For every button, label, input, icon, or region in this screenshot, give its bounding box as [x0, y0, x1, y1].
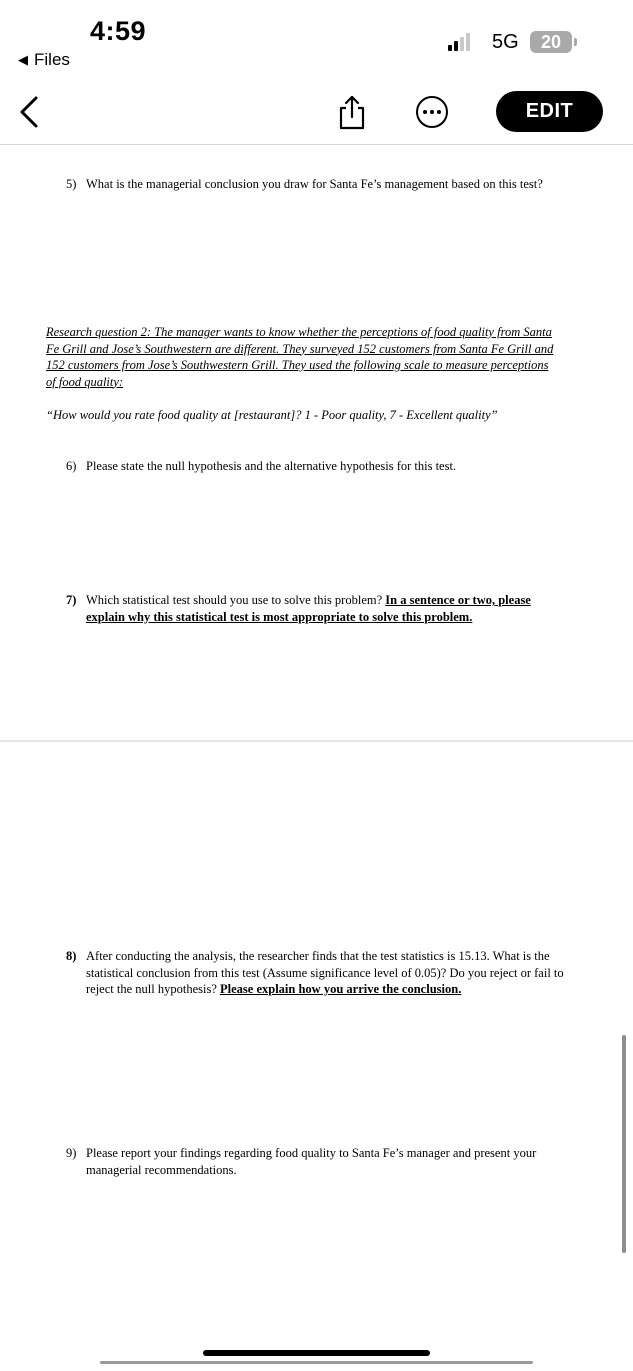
question-number: 8)	[66, 949, 77, 963]
question-5	[66, 176, 566, 193]
battery-icon: 20	[530, 31, 572, 53]
page-divider	[0, 740, 633, 742]
question-number: 5)	[66, 177, 77, 191]
share-icon[interactable]	[336, 94, 368, 130]
question-6	[66, 458, 566, 475]
question-number: 7)	[66, 593, 77, 607]
scrollbar[interactable]	[622, 1035, 626, 1253]
status-time: 4:59	[90, 16, 147, 46]
chevron-left-icon[interactable]	[16, 94, 46, 130]
back-triangle-icon: ◀	[18, 52, 28, 67]
question-number: 6)	[66, 459, 77, 473]
battery-tip	[574, 38, 577, 46]
home-indicator[interactable]	[203, 1350, 430, 1356]
status-bar	[0, 0, 633, 80]
edit-button[interactable]: EDIT	[496, 91, 603, 132]
question-9	[66, 1145, 566, 1178]
question-text: Please report your findings regarding food quality to Santa Fe’s manager and present your managerial recommendations.	[86, 1146, 537, 1177]
back-app-label: Files	[34, 50, 70, 69]
document-toolbar	[0, 84, 633, 145]
rating-scale-text: “How would you rate food quality at [restaurant]? 1 - Poor quality, 7 - Excellent quality”	[46, 408, 498, 422]
back-to-files-link[interactable]	[18, 50, 70, 70]
question-emphasis: Please explain how you arrive the conclusion.	[220, 982, 462, 996]
question-text: What is the managerial conclusion you draw for Santa Fe’s management based on this test?	[86, 177, 543, 191]
question-text: Which statistical test should you use to solve this problem?	[86, 593, 386, 607]
research-question-2: Research question 2: The manager wants to know whether the perceptions of food quality from Santa Fe Grill and Jose’s Southwestern are different. They surveyed 152 customers from Santa Fe Grill and 152 customers from Jose’s Southwestern Grill. They used the following scale to measure perceptions of food quality:	[46, 325, 554, 389]
signal-icon	[448, 33, 470, 51]
network-type: 5G	[492, 31, 519, 53]
question-emphasis: In a sentence or two, please explain why this statistical test is most appropriate to solve this problem.	[86, 593, 531, 624]
question-number: 9)	[66, 1146, 77, 1160]
question-8	[66, 948, 566, 998]
bottom-divider	[100, 1361, 533, 1364]
question-text: Please state the null hypothesis and the alternative hypothesis for this test.	[86, 459, 457, 473]
question-7	[66, 592, 566, 625]
more-options-icon[interactable]	[416, 96, 448, 128]
question-text: After conducting the analysis, the researcher finds that the test statistics is 15.13. What is the statistical conclusion from this test (Assume significance level of 0.05)? Do you reject or fail to reject the null hypothesis?	[86, 949, 564, 996]
